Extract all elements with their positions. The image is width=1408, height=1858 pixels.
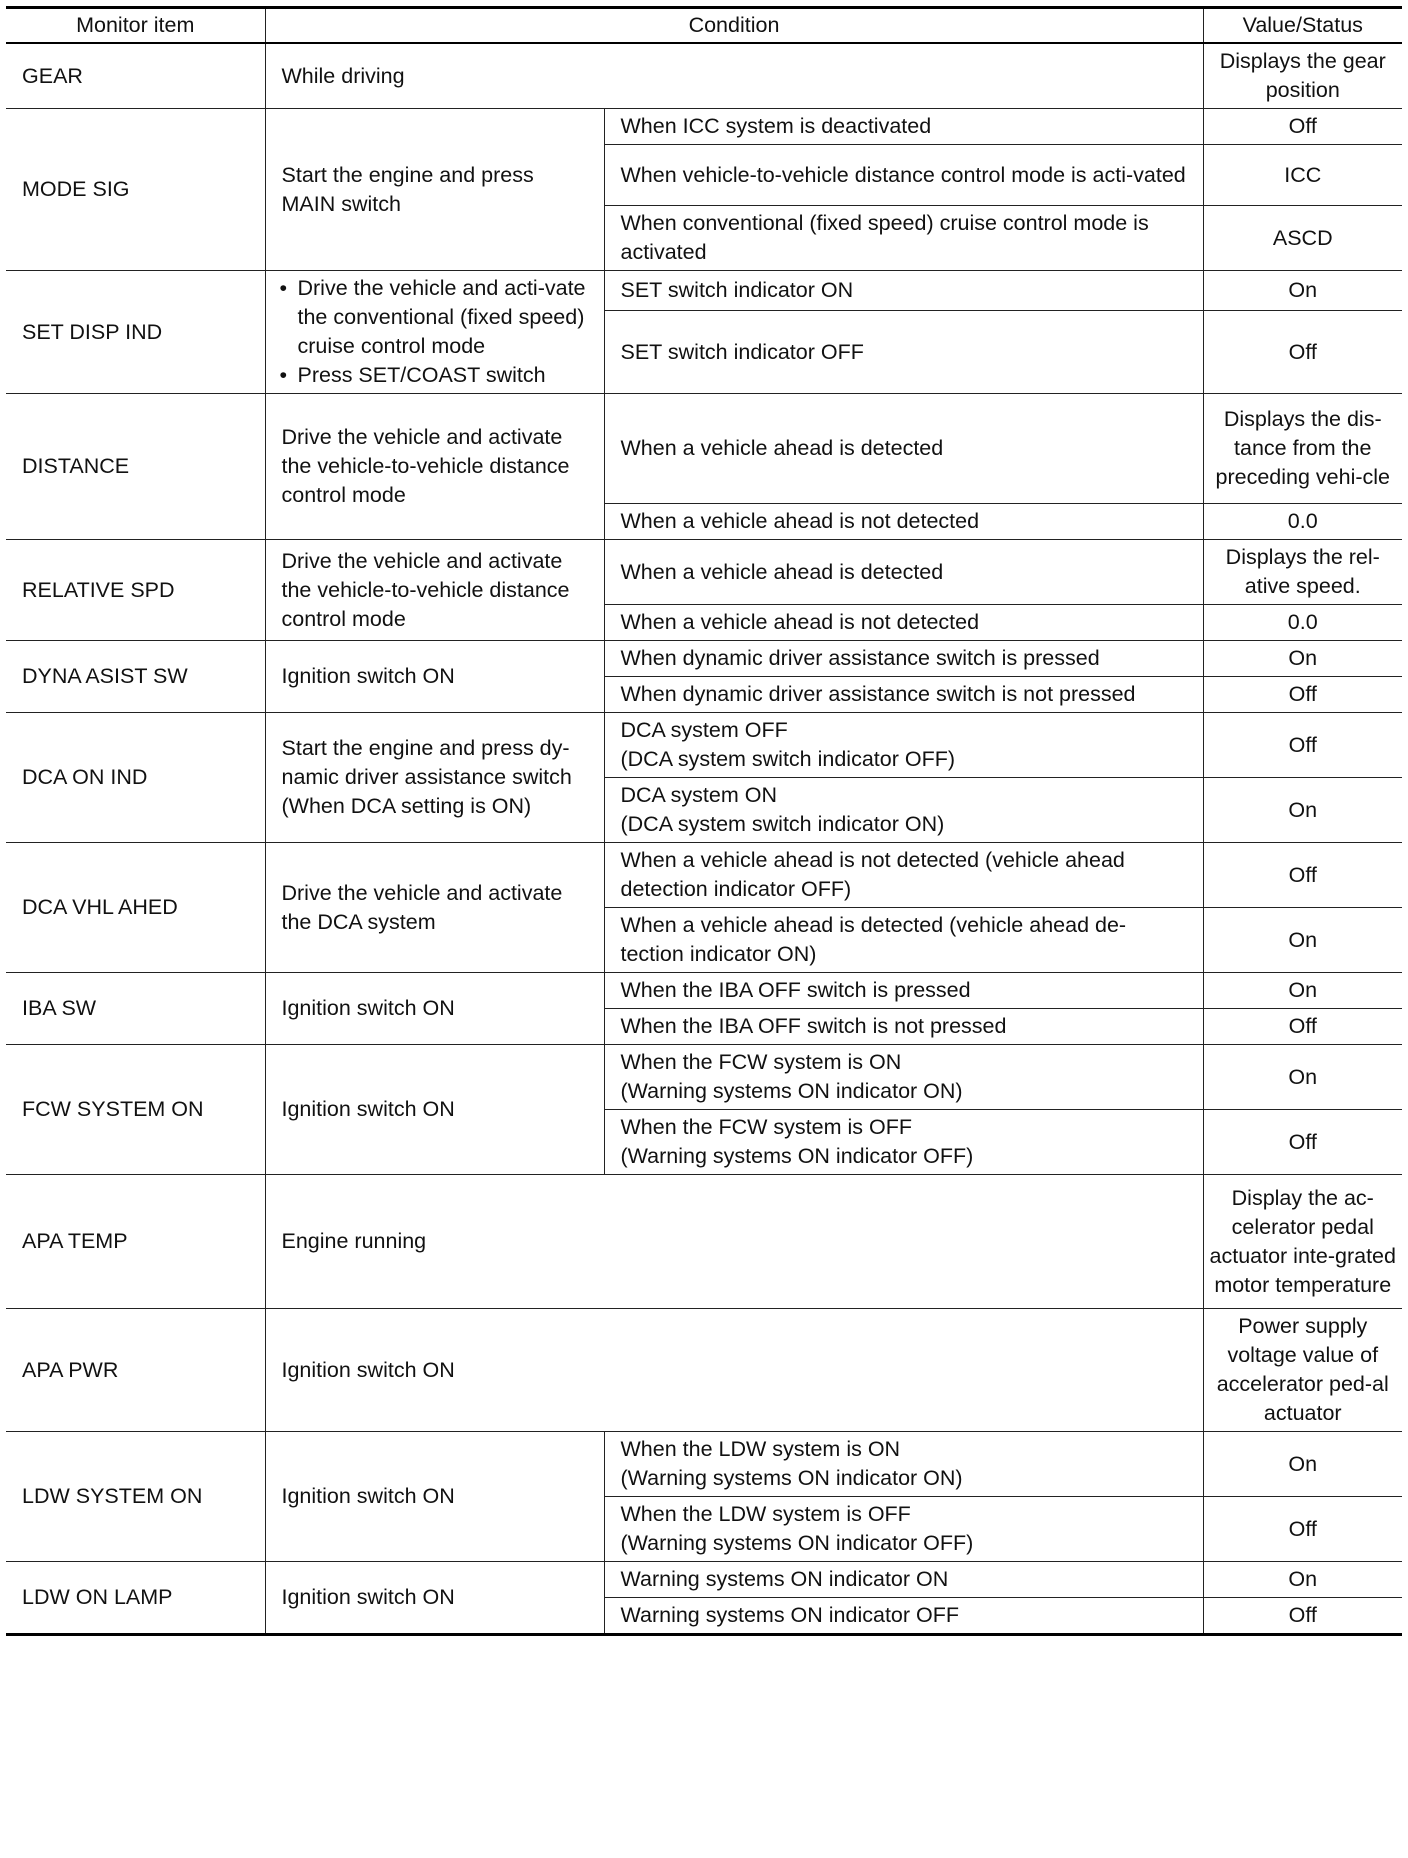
sub-condition-cell: When a vehicle ahead is detected <box>604 394 1203 504</box>
table-row <box>6 1309 1402 1432</box>
sub-condition-cell: When a vehicle ahead is not detected <box>604 605 1203 641</box>
table-row <box>6 973 1402 1009</box>
value-cell: Display the ac-celerator pedal actuator inte-grated motor temperature <box>1203 1175 1402 1309</box>
sub-condition-cell: When dynamic driver assistance switch is pressed <box>604 641 1203 677</box>
sub-condition-cell <box>604 778 1203 843</box>
monitor-item-cell: APA TEMP <box>6 1175 265 1309</box>
value-cell: Power supply voltage value of accelerator ped-al actuator <box>1203 1309 1402 1432</box>
monitor-item-cell: GEAR <box>6 43 265 109</box>
sub-condition-cell: When conventional (fixed speed) cruise control mode is activated <box>604 206 1203 271</box>
sub-condition-cell: When a vehicle ahead is detected (vehicle ahead de-tection indicator ON) <box>604 908 1203 973</box>
sub-condition-line: (Warning systems ON indicator OFF) <box>620 1531 974 1555</box>
monitor-item-cell: RELATIVE SPD <box>6 540 265 641</box>
monitor-item-cell: LDW ON LAMP <box>6 1562 265 1635</box>
condition-cell <box>265 271 604 394</box>
value-cell: Off <box>1203 677 1402 713</box>
sub-condition-line: When the LDW system is ON <box>620 1437 901 1461</box>
condition-cell: While driving <box>265 43 1203 109</box>
condition-cell: Ignition switch ON <box>265 1432 604 1562</box>
value-cell: On <box>1203 1562 1402 1598</box>
value-cell: Off <box>1203 109 1402 145</box>
condition-bullet: • Press SET/COAST switch <box>278 361 596 390</box>
value-cell: Off <box>1203 1009 1402 1045</box>
monitor-item-cell: DISTANCE <box>6 394 265 540</box>
table-row <box>6 394 1402 504</box>
sub-condition-line: When the FCW system is ON <box>620 1050 902 1074</box>
value-cell: On <box>1203 1045 1402 1110</box>
monitor-item-cell: LDW SYSTEM ON <box>6 1432 265 1562</box>
monitor-item-cell: APA PWR <box>6 1309 265 1432</box>
value-cell: On <box>1203 973 1402 1009</box>
table-row <box>6 1045 1402 1110</box>
sub-condition-line: (Warning systems ON indicator ON) <box>620 1079 963 1103</box>
sub-condition-cell: When a vehicle ahead is not detected <box>604 504 1203 540</box>
monitor-item-cell: FCW SYSTEM ON <box>6 1045 265 1175</box>
sub-condition-cell: When the IBA OFF switch is not pressed <box>604 1009 1203 1045</box>
value-cell: Off <box>1203 713 1402 778</box>
sub-condition-cell: When a vehicle ahead is not detected (vehicle ahead detection indicator OFF) <box>604 843 1203 908</box>
condition-cell: Ignition switch ON <box>265 1309 1203 1432</box>
value-cell: Off <box>1203 1598 1402 1635</box>
monitor-item-cell: DYNA ASIST SW <box>6 641 265 713</box>
condition-cell: Ignition switch ON <box>265 641 604 713</box>
sub-condition-cell <box>604 713 1203 778</box>
table-row <box>6 843 1402 908</box>
sub-condition-cell <box>604 1432 1203 1497</box>
table-row <box>6 109 1402 145</box>
condition-cell: Ignition switch ON <box>265 1045 604 1175</box>
sub-condition-cell <box>604 1110 1203 1175</box>
value-cell: Off <box>1203 1110 1402 1175</box>
table-row <box>6 43 1402 109</box>
table-row <box>6 271 1402 311</box>
value-cell: Off <box>1203 1497 1402 1562</box>
monitor-item-cell: DCA VHL AHED <box>6 843 265 973</box>
sub-condition-line: (DCA system switch indicator OFF) <box>620 747 955 771</box>
value-cell: On <box>1203 1432 1402 1497</box>
header-value-status: Value/Status <box>1203 8 1402 44</box>
value-cell: Off <box>1203 311 1402 394</box>
value-cell: On <box>1203 641 1402 677</box>
condition-cell: Start the engine and press dy-namic driver assistance switch (When DCA setting is ON) <box>265 713 604 843</box>
condition-cell: Ignition switch ON <box>265 1562 604 1635</box>
sub-condition-cell: When dynamic driver assistance switch is not pressed <box>604 677 1203 713</box>
sub-condition-line: (Warning systems ON indicator ON) <box>620 1466 963 1490</box>
value-cell: 0.0 <box>1203 605 1402 641</box>
table-row <box>6 713 1402 778</box>
sub-condition-cell: When a vehicle ahead is detected <box>604 540 1203 605</box>
condition-cell: Drive the vehicle and activate the DCA system <box>265 843 604 973</box>
sub-condition-cell: When vehicle-to-vehicle distance control mode is acti-vated <box>604 145 1203 206</box>
sub-condition-cell <box>604 1045 1203 1110</box>
table-header-row <box>6 8 1402 44</box>
monitor-item-cell: IBA SW <box>6 973 265 1045</box>
sub-condition-line: DCA system ON <box>620 783 777 807</box>
table-row <box>6 1562 1402 1598</box>
table-row <box>6 641 1402 677</box>
table-row <box>6 1175 1402 1309</box>
condition-cell: Drive the vehicle and activate the vehicle-to-vehicle distance control mode <box>265 540 604 641</box>
value-cell: 0.0 <box>1203 504 1402 540</box>
sub-condition-cell: SET switch indicator OFF <box>604 311 1203 394</box>
header-monitor-item: Monitor item <box>6 8 265 44</box>
value-cell: Displays the gear position <box>1203 43 1402 109</box>
value-cell: Displays the dis-tance from the preceding vehi-cle <box>1203 394 1402 504</box>
condition-bullet-list <box>278 274 596 390</box>
monitor-item-table <box>6 6 1402 1636</box>
table-row <box>6 540 1402 605</box>
value-cell: ASCD <box>1203 206 1402 271</box>
header-condition: Condition <box>265 8 1203 44</box>
condition-cell: Drive the vehicle and activate the vehicle-to-vehicle distance control mode <box>265 394 604 540</box>
condition-bullet: • Drive the vehicle and acti-vate the conventional (fixed speed) cruise control mode <box>278 274 596 361</box>
sub-condition-line: DCA system OFF <box>620 718 788 742</box>
value-cell: Off <box>1203 843 1402 908</box>
sub-condition-cell: Warning systems ON indicator OFF <box>604 1598 1203 1635</box>
sub-condition-cell <box>604 1497 1203 1562</box>
value-cell: On <box>1203 271 1402 311</box>
monitor-item-cell: MODE SIG <box>6 109 265 271</box>
table-row <box>6 1432 1402 1497</box>
monitor-item-cell: DCA ON IND <box>6 713 265 843</box>
sub-condition-cell: When the IBA OFF switch is pressed <box>604 973 1203 1009</box>
sub-condition-line: When the LDW system is OFF <box>620 1502 911 1526</box>
value-cell: ICC <box>1203 145 1402 206</box>
sub-condition-cell: SET switch indicator ON <box>604 271 1203 311</box>
value-cell: Displays the rel-ative speed. <box>1203 540 1402 605</box>
condition-cell: Start the engine and press MAIN switch <box>265 109 604 271</box>
sub-condition-line: (Warning systems ON indicator OFF) <box>620 1144 974 1168</box>
sub-condition-line: (DCA system switch indicator ON) <box>620 812 945 836</box>
sub-condition-cell: Warning systems ON indicator ON <box>604 1562 1203 1598</box>
value-cell: On <box>1203 778 1402 843</box>
condition-cell: Ignition switch ON <box>265 973 604 1045</box>
value-cell: On <box>1203 908 1402 973</box>
sub-condition-line: When the FCW system is OFF <box>620 1115 912 1139</box>
monitor-item-cell: SET DISP IND <box>6 271 265 394</box>
condition-cell: Engine running <box>265 1175 1203 1309</box>
sub-condition-cell: When ICC system is deactivated <box>604 109 1203 145</box>
